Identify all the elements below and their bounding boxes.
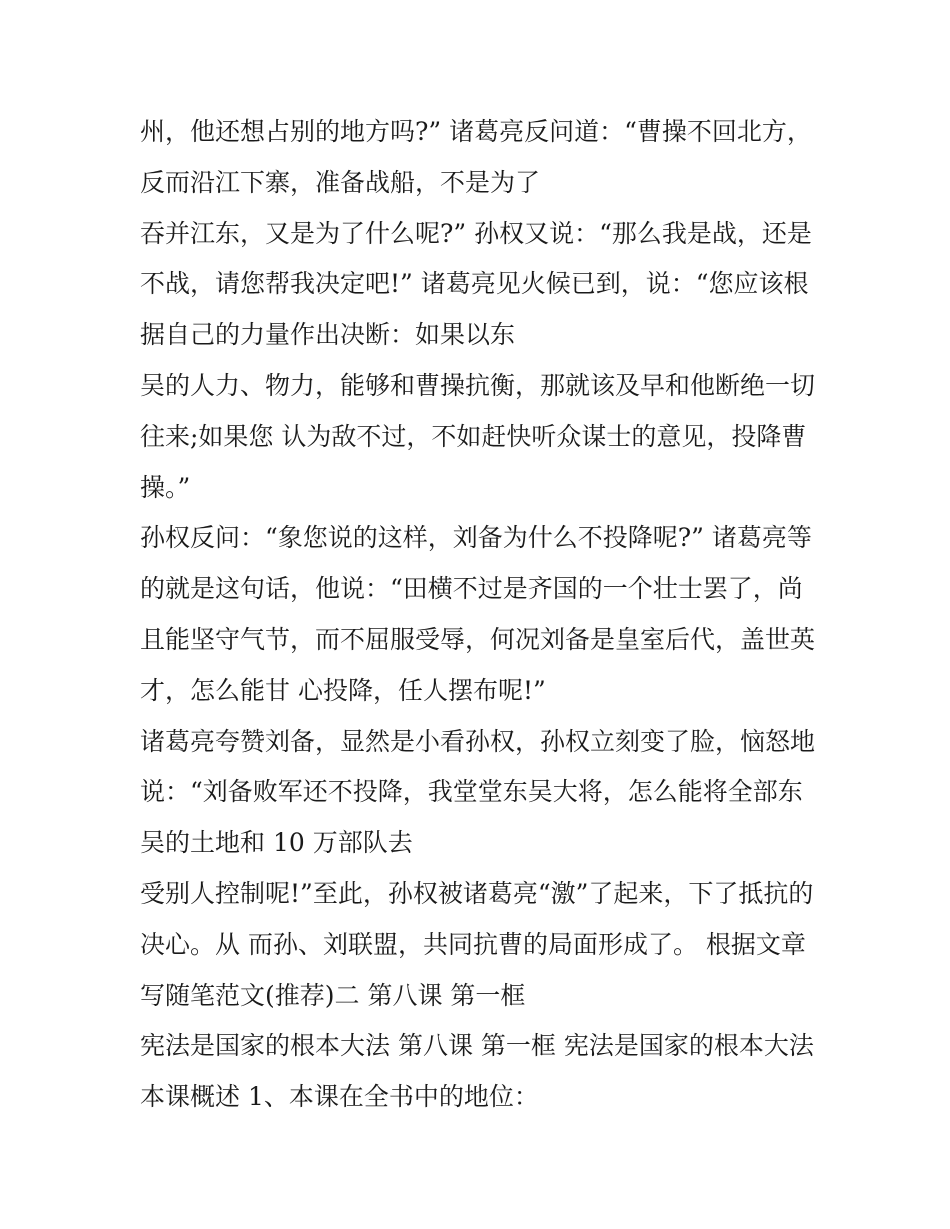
- text-line: 据自己的力量作出决断：如果以东: [140, 320, 516, 350]
- text-line: 才，怎么能甘 心投降，任人摆布呢!”: [140, 675, 546, 705]
- text-line: 往来;如果您 认为敌不过，不如赶快听众谋士的意见，投降曹: [140, 421, 807, 451]
- text-line: 反而沿江下寨，准备战船，不是为了: [140, 167, 541, 197]
- text-line: 操。”: [140, 472, 191, 502]
- text-line: 的就是这句话，他说：“田横不过是齐国的一个壮士罢了，尚: [140, 574, 803, 604]
- text-line: 决心。从 而孙、刘联盟，共同抗曹的局面形成了。 根据文章: [140, 929, 806, 959]
- document-text: [140, 107, 820, 1123]
- text-line: 吴的人力、物力，能够和曹操抗衡，那就该及早和他断绝一切: [140, 370, 816, 400]
- text-line: 州，他还想占别的地方吗?” 诸葛亮反问道：“曹操不回北方，: [140, 117, 812, 146]
- text-line: 不战，请您帮我决定吧!” 诸葛亮见火候已到，说：“您应该根: [140, 269, 809, 299]
- text-line: 说：“刘备败军还不投降，我堂堂东吴大将，怎么能将全部东: [140, 777, 803, 807]
- text-line: 宪法是国家的根本大法 第八课 第一框 宪法是国家的根本大法: [140, 1031, 814, 1061]
- text-line: 孙权反问：“象您说的这样，刘备为什么不投降呢?” 诸葛亮等: [140, 523, 812, 553]
- text-line: 且能坚守气节，而不屈服受辱，何况刘备是皇室后代，盖世英: [140, 624, 816, 654]
- text-line: 诸葛亮夸赞刘备，显然是小看孙权，孙权立刻变了脸，恼怒地: [140, 726, 816, 756]
- text-line: 吴的土地和 10 万部队去: [140, 828, 413, 858]
- text-line: 受别人控制呢!”至此，孙权被诸葛亮“激”了起来，下了抵抗的: [140, 878, 814, 908]
- text-line: 写随笔范文(推荐)二 第八课 第一框: [140, 980, 526, 1010]
- text-line: 吞并江东，又是为了什么呢?” 孙权又说：“那么我是战，还是: [140, 218, 812, 248]
- text-line: 本课概述 1、本课在全书中的地位：: [140, 1082, 539, 1112]
